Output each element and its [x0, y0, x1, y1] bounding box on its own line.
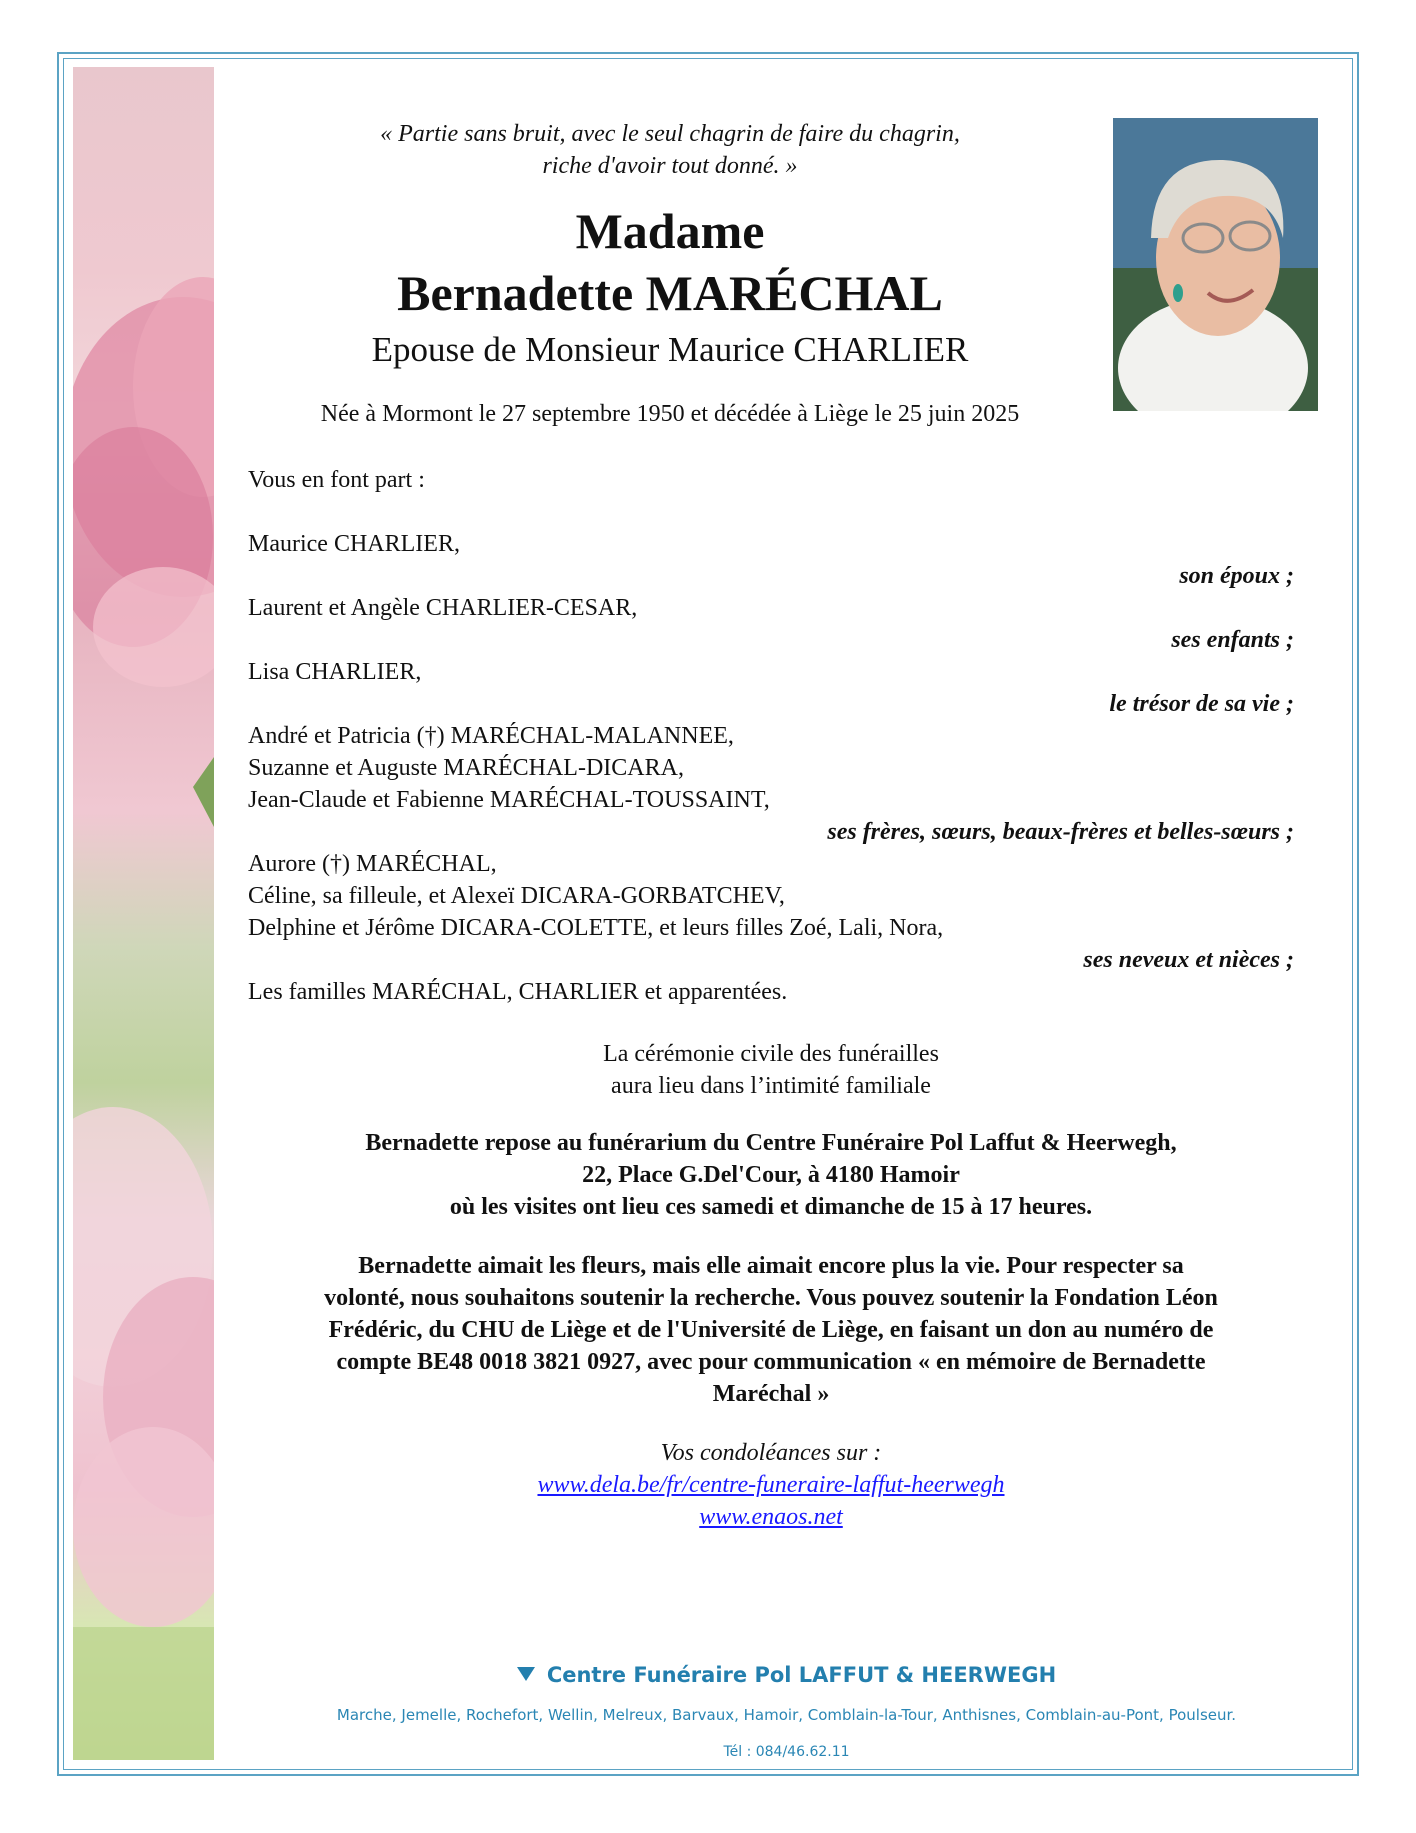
funeral-home-towns: Marche, Jemelle, Rochefort, Wellin, Melreux, Barvaux, Hamoir, Comblain-la-Tour, Anthisnes, Comblain-au-Pont, Poulseur.	[336, 1706, 1237, 1724]
funeral-home-title: Centre Funéraire Pol LAFFUT & HEERWEGH	[546, 1663, 1057, 1687]
family-member: Jean-Claude et Fabienne MARÉCHAL-TOUSSAINT,	[248, 787, 770, 813]
donation-line: volonté, nous souhaitons soutenir la recherche. Vous pouvez soutenir la Fondation Léon	[324, 1285, 1218, 1311]
condolences-label: Vos condoléances sur :	[660, 1440, 882, 1466]
quote-line: « Partie sans bruit, avec le seul chagrin de faire du chagrin,	[380, 121, 960, 147]
donation-line: compte BE48 0018 3821 0927, avec pour communication « en mémoire de Bernadette	[336, 1349, 1206, 1375]
quote	[300, 118, 1040, 182]
family-member: André et Patricia (†) MARÉCHAL-MALANNEE,	[248, 723, 734, 749]
donation-line: Maréchal »	[712, 1381, 830, 1407]
family-list	[248, 464, 1294, 1008]
visits-line: où les visites ont lieu ces samedi et dimanche de 15 à 17 heures.	[449, 1194, 1093, 1220]
relation-label: le trésor de sa vie ;	[1109, 691, 1294, 717]
family-member: Aurore (†) MARÉCHAL,	[248, 851, 497, 877]
funeral-home-name	[214, 1663, 1359, 1687]
condolences-link-dela[interactable]: www.dela.be/fr/centre-funeraire-laffut-heerwegh	[537, 1472, 1005, 1498]
relation-label: ses enfants ;	[1171, 627, 1294, 653]
family-member: Céline, sa filleule, et Alexeï DICARA-GORBATCHEV,	[248, 883, 785, 909]
donation-line: Frédéric, du CHU de Liège et de l'Université de Liège, en faisant un don au numéro de	[328, 1317, 1214, 1343]
spouse-line: Epouse de Monsieur Maurice CHARLIER	[371, 330, 969, 369]
birth-death-dates: Née à Mormont le 27 septembre 1950 et décédée à Liège le 25 juin 2025	[320, 401, 1020, 427]
family-member: Les familles MARÉCHAL, CHARLIER et apparentées.	[248, 979, 788, 1005]
family-member: Suzanne et Auguste MARÉCHAL-DICARA,	[248, 755, 684, 781]
relation-label: son époux ;	[1179, 563, 1294, 589]
relation-label: ses frères, sœurs, beaux-frères et belles-sœurs ;	[827, 819, 1294, 845]
family-member: Laurent et Angèle CHARLIER-CESAR,	[248, 595, 638, 621]
ceremony-info	[248, 1038, 1294, 1102]
visits-info	[248, 1127, 1294, 1223]
donation-line: Bernadette aimait les fleurs, mais elle aimait encore plus la vie. Pour respecter sa	[358, 1253, 1184, 1279]
intro-text: Vous en font part :	[248, 467, 425, 493]
honorific: Madame	[575, 203, 765, 259]
deceased-name	[300, 200, 1040, 324]
condolences	[248, 1437, 1294, 1533]
funeral-home-phone: Tél : 084/46.62.11	[723, 1744, 850, 1760]
condolences-link-enaos[interactable]: www.enaos.net	[699, 1504, 843, 1530]
family-member: Lisa CHARLIER,	[248, 659, 422, 685]
relation-label: ses neveux et nièces ;	[1083, 947, 1294, 973]
quote-line: riche d'avoir tout donné. »	[542, 153, 798, 179]
ceremony-line: aura lieu dans l’intimité familiale	[611, 1073, 931, 1099]
portrait-photo	[1113, 118, 1318, 411]
family-member: Maurice CHARLIER,	[248, 531, 460, 557]
full-name: Bernadette MARÉCHAL	[397, 265, 943, 321]
visits-line: Bernadette repose au funérarium du Centre Funéraire Pol Laffut & Heerwegh,	[365, 1130, 1177, 1156]
flower-decoration	[73, 67, 214, 1760]
ceremony-line: La cérémonie civile des funérailles	[603, 1041, 939, 1067]
family-member: Delphine et Jérôme DICARA-COLETTE, et leurs filles Zoé, Lali, Nora,	[248, 915, 944, 941]
visits-line: 22, Place G.Del'Cour, à 4180 Hamoir	[582, 1162, 960, 1188]
triangle-down-icon	[517, 1667, 535, 1681]
donation-info	[248, 1250, 1294, 1410]
